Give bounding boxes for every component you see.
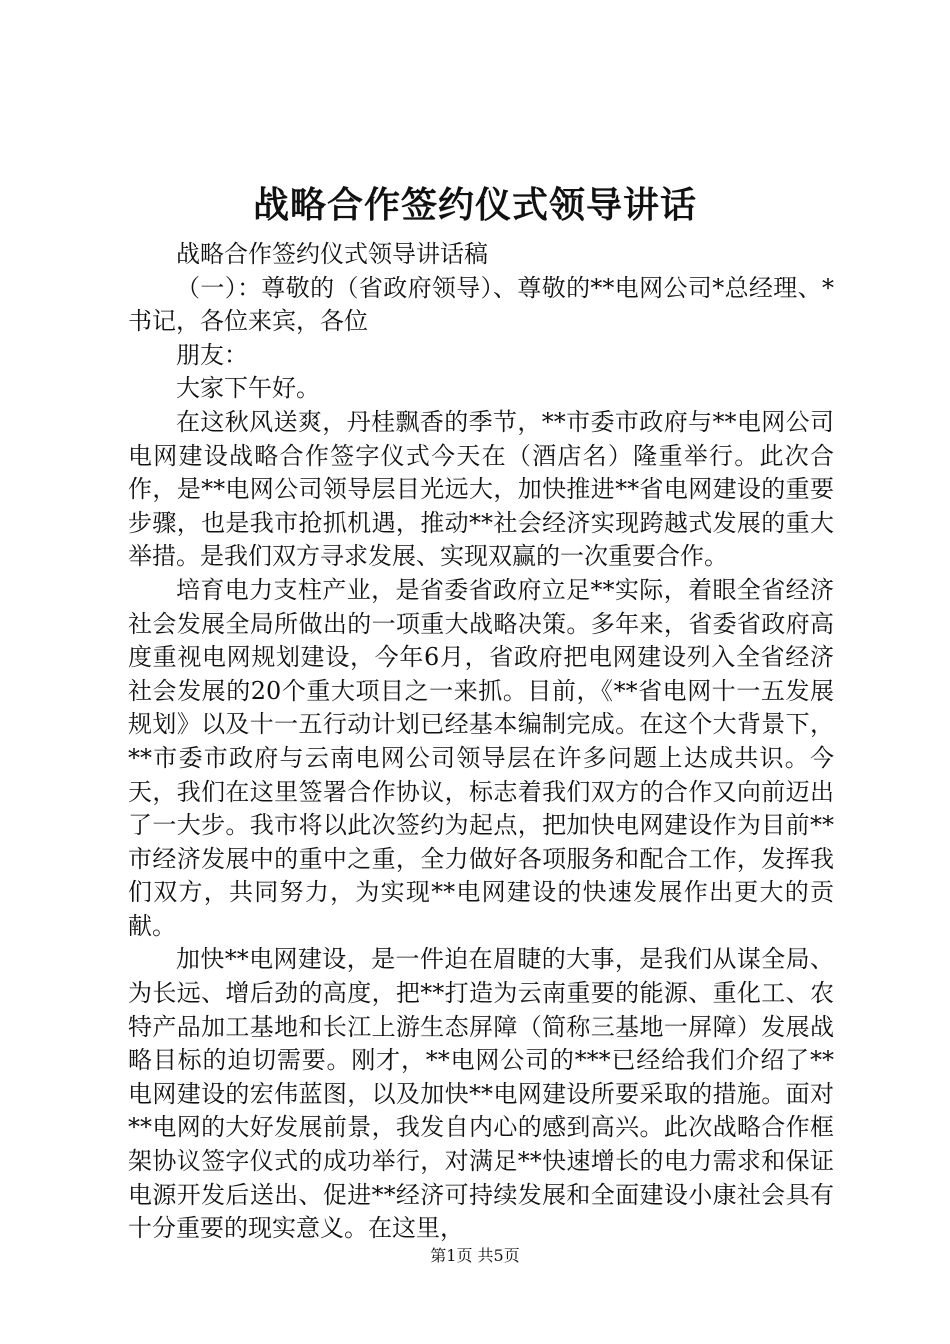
page-number: 第1页 共5页 [430,1246,520,1265]
paragraph-body: 培育电力支柱产业，是省委省政府立足**实际，着眼全省经济社会发展全局所做出的一项重大战略决策。多年来，省委省政府高度重视电网规划建设，今年6月，省政府把电网建设列入全省经济社会发展的20个重大项目之一来抓。目前，《**省电网十一五发展规划》以及十一五行动计划已经基本编制完成。在这个大背景下，**市委市政府与云南电网公司领导层在许多问题上达成共识。今天，我们在这里签署合作协议，标志着我们双方的合作又向前迈出了一大步。我市将以此次签约为起点，把加快电网建设作为目前**市经济发展中的重中之重，全力做好各项服务和配合工作，发挥我们双方，共同努力，为实现**电网建设的快速发展作出更大的贡献。 [128,575,834,940]
paragraph-salutation: （一）：尊敬的（省政府领导）、尊敬的**电网公司*总经理、*书记，各位来宾，各位 [128,273,834,336]
paragraph-salutation-end: 朋友： [176,340,248,369]
paragraph-body: 在这秋风送爽，丹桂飘香的季节，**市委市政府与**电网公司电网建设战略合作签字仪式今天在（酒店名）隆重举行。此次合作，是**电网公司领导层目光远大，加快推进**省电网建设的重要步骤，也是我市抢抓机遇，推动**社会经济实现跨越式发展的重大举措。是我们双方寻求发展、实现双赢的一次重要合作。 [128,407,834,571]
paragraph-body: 加快**电网建设，是一件迫在眉睫的大事，是我们从谋全局、为长远、增后劲的高度，把**打造为云南重要的能源、重化工、农特产品加工基地和长江上游生态屏障（简称三基地一屏障）发展战略目标的迫切需要。刚才，**电网公司的***已经给我们介绍了**电网建设的宏伟蓝图，以及加快**电网建设所要采取的措施。面对**电网的大好发展前景，我发自内心的感到高兴。此次战略合作框架协议签字仪式的成功举行，对满足**快速增长的电力需求和保证电源开发后送出、促进**经济可持续发展和全面建设小康社会具有十分重要的现实意义。在这里， [128,945,834,1243]
document-title: 战略合作签约仪式领导讲话 [252,185,697,226]
paragraph-subtitle: 战略合作签约仪式领导讲话稿 [176,240,488,268]
paragraph-greeting: 大家下午好。 [176,374,320,403]
document-body [128,238,834,1246]
